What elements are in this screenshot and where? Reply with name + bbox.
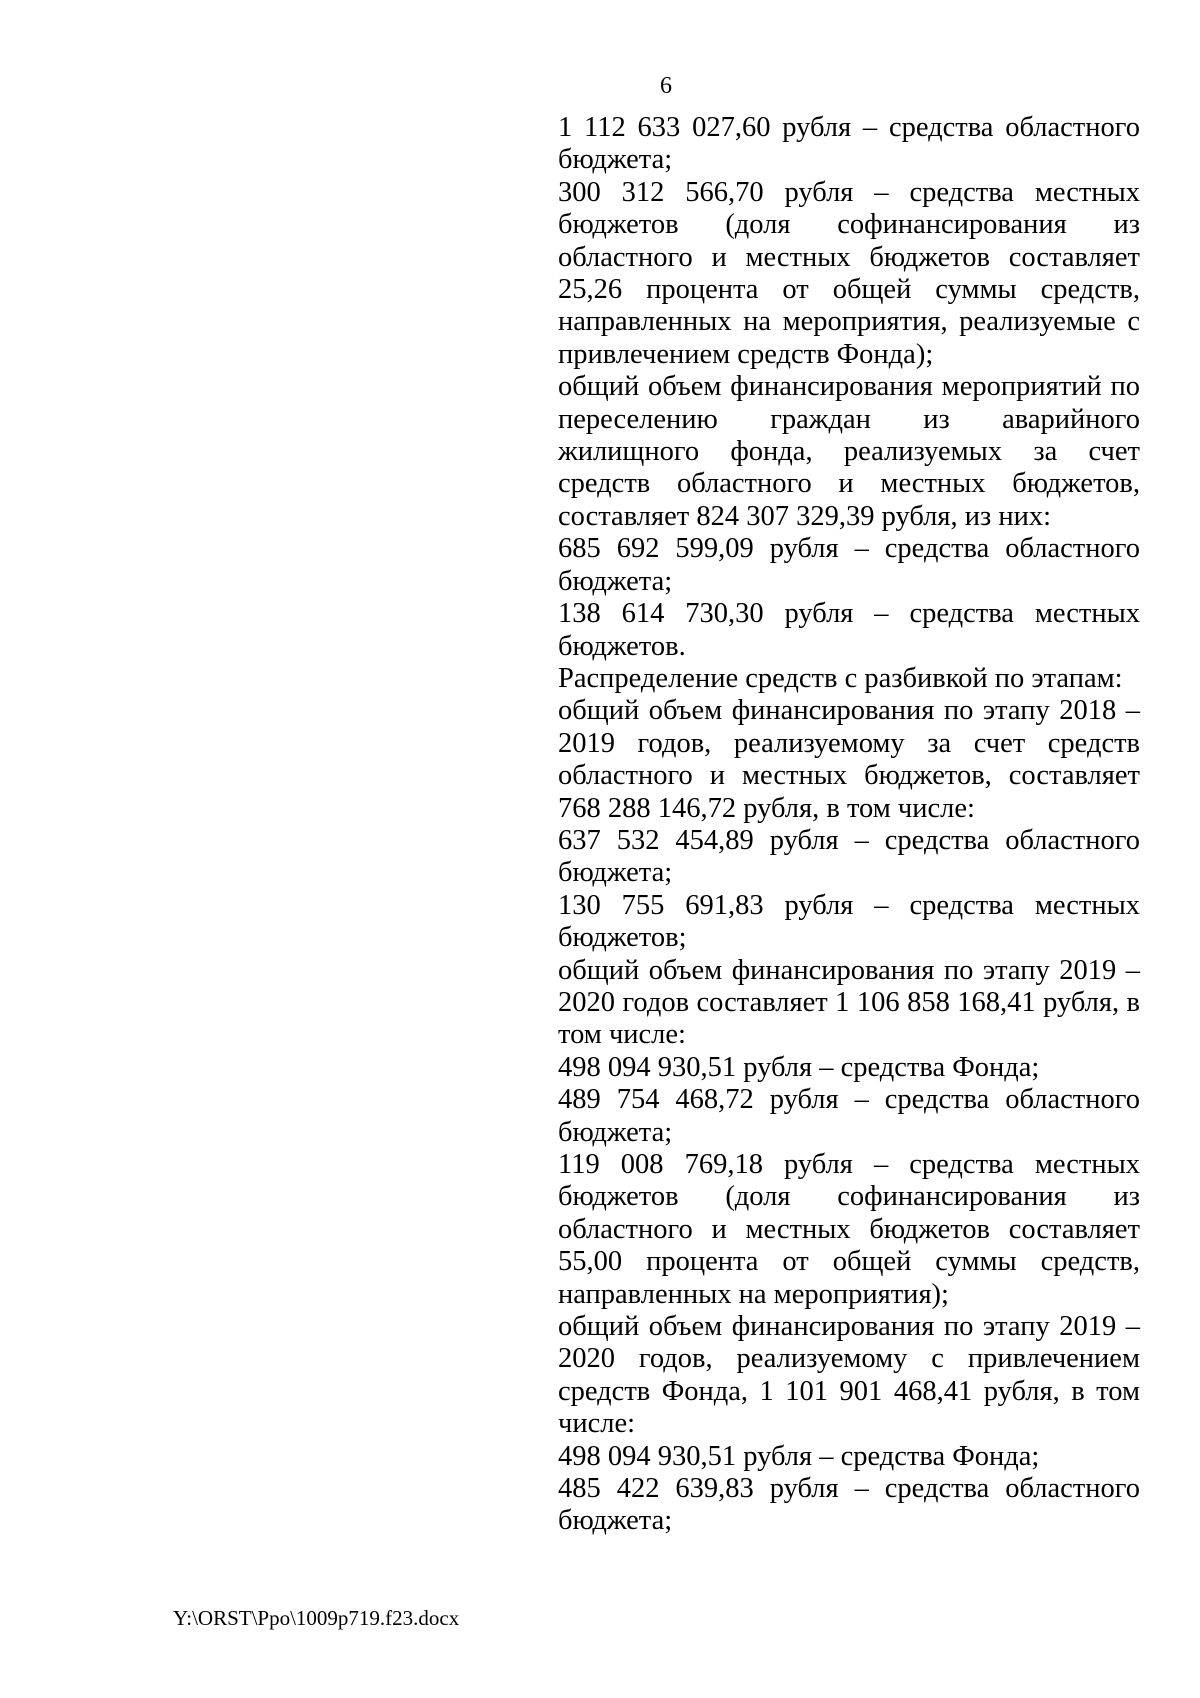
paragraph: общий объем финансирования по этапу 2019 – 2020 годов составляет 1 106 858 168,41 рубля, в том числе: — [558, 954, 1140, 1051]
paragraph: Распределение средств с разбивкой по этапам: — [558, 662, 1123, 694]
paragraph: общий объем финансирования по этапу 2019 – 2020 годов, реализуемому с привлечением средств Фонда, 1 101 901 468,41 рубля, в том числе: — [558, 1311, 1140, 1440]
paragraph: 637 532 454,89 рубля – средства областного бюджета; — [558, 824, 1140, 889]
page-number: 6 — [660, 73, 672, 99]
paragraph: 1 112 633 027,60 рубля – средства областного бюджета; — [558, 112, 1140, 176]
paragraph: 498 094 930,51 рубля – средства Фонда; — [558, 1051, 1040, 1083]
paragraph: 130 755 691,83 рубля – средства местных бюджетов; — [558, 889, 1140, 954]
paragraph: 138 614 730,30 рубля – средства местных бюджетов. — [558, 598, 1140, 662]
paragraph: 685 692 599,09 рубля – средства областного бюджета; — [558, 533, 1140, 597]
paragraph: общий объем финансирования по этапу 2018 – 2019 годов, реализуемому за счет средств областного и местных бюджетов, составляет 768 288 146,72 рубля, в том числе: — [558, 695, 1140, 824]
paragraph: 498 094 930,51 рубля – средства Фонда; — [558, 1440, 1040, 1472]
document-body — [558, 112, 1140, 1538]
footer-file-path: Y:\ORST\Ppo\1009p719.f23.docx — [173, 1606, 460, 1630]
paragraph: общий объем финансирования мероприятий по переселению граждан из аварийного жилищного фонда, реализуемых за счет средств областного и местных бюджетов, составляет 824 307 329,39 рубля, из них: — [558, 371, 1140, 532]
paragraph: 489 754 468,72 рубля – средства областного бюджета; — [558, 1084, 1140, 1148]
paragraph: 485 422 639,83 рубля – средства областного бюджета; — [558, 1473, 1140, 1537]
paragraph: 119 008 769,18 рубля – средства местных бюджетов (доля софинансирования из областного и местных бюджетов составляет 55,00 процента от общей суммы средств, направленных на мероприятия); — [558, 1149, 1140, 1310]
paragraph: 300 312 566,70 рубля – средства местных бюджетов (доля софинансирования из областного и местных бюджетов составляет 25,26 процента от общей суммы средств, направленных на мероприятия, реализуемые с привлечением средств Фонда); — [558, 176, 1140, 370]
